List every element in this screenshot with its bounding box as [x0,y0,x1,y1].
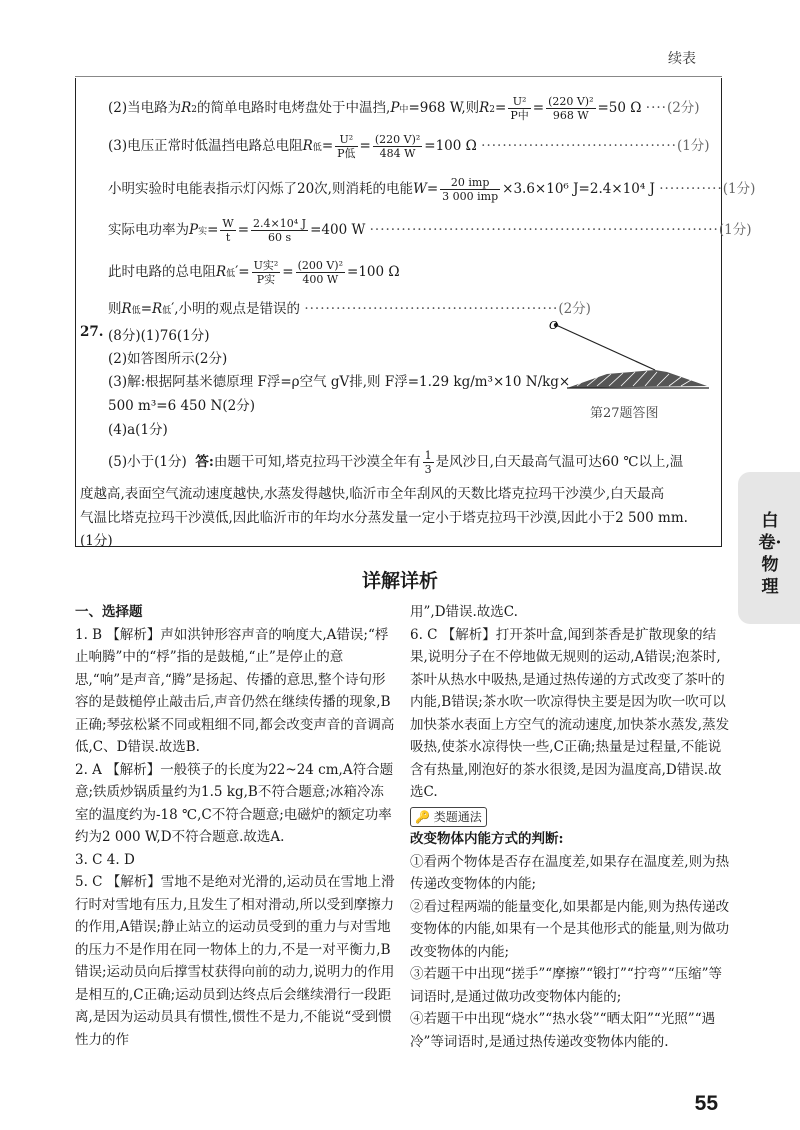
side-tab-label: 白卷·物理 [758,511,782,597]
continued-label: 续表 [668,51,696,67]
q27-line-3: (3)解:根据阿基米德原理 F浮=ρ空气 gV排,则 F浮=1.29 kg/m³×10 N/kg× [108,374,571,390]
resistance-line: 此时电路的总电阻R低′= $\frac{\text{U实²}}{\text{P实}}$ = $\frac{\text{(200 V)²}}{400 W}$ =100 Ω [108,259,400,286]
right-column [410,601,730,1053]
q27-line-7: 度越高,表面空气流动速度越快,水蒸发得越快,临沂市全年刮风的天数比塔克拉玛干沙漠少,白天最高 [80,486,665,502]
key-icon: 🔑 [415,809,430,824]
q27-line-1: (8分)(1)76(1分) [108,328,210,344]
energy-line: 小明实验时电能表指示灯闪烁了20次,则消耗的电能W= $\frac{\text{20 imp}}{\text{3 000 imp}}$ ×3.6×10⁶ J=2.4×10⁴ J ············(1分) [108,176,756,203]
q27-line-9: (1分) [80,533,113,549]
answer-3-4: 3. C 4. D [75,851,135,868]
figure-o-label: O [549,319,559,332]
method-title: 改变物体内能方式的判断: [410,831,564,847]
conclusion-line: 则R低=R低′,小明的观点是错误的 ················································(2分) [108,301,591,317]
header-rule [75,76,722,77]
section-title: 详解详析 [361,570,438,592]
q27-line-6: (5)小于(1分) 答:由题干可知,塔克拉玛干沙漠全年有 $\frac{1}{3}$ 是风沙日,白天最高气温可达60 ℃以上,温 [108,449,684,476]
answer-5: 5. C 【解析】雪地不是绝对光滑的,运动员在雪地上滑行时对雪地有压力,且发生了相对滑动,所以受到摩擦力的作用,A错误;静止站立的运动员受到的重力与对雪地的压力不是作用在同一物体上的力,不是一对平衡力,B错误;运动员向后撑雪杖获得向前的动力,说明力的作用是相互的,C正确;运动员到达终点后会继续滑行一段距离,是因为运动员具有惯性,惯性不是力,不能说“受到惯性力的作 [75,874,395,1048]
method-item-2: ②看过程两端的能量变化,如果都是内能,则为热传递改变物体的内能,如果有一个是其他形式的能量,则为做功改变物体的内能; [410,898,730,960]
method-item-4: ④若题干中出现“烧水”“热水袋”“晒太阳”“光照”“遇冷”等词语时,是通过热传递改变物体内能的. [410,1011,716,1050]
answer-6: 6. C 【解析】打开茶叶盒,闻到茶香是扩散现象的结果,说明分子在不停地做无规则的运动,A错误;泡茶时,茶叶从热水中吸热,是通过热传递的方式改变了茶叶的内能,B错误;茶水吹一吹凉得快主要是因为吹一吹可以加快茶水表面上方空气的流动速度,加快茶水蒸发,蒸发吸热,使茶水凉得快一些,C正确;热量是过程量,不能说含有热量,刚泡好的茶水很烫,是因为温度高,D错误.故选C. [410,626,730,800]
q27-answer-figure [537,318,717,400]
answer-line-3: (3)电压正常时低温挡电路总电阻R低= $\frac{\text{U²}}{\text{P低}}$ = $\frac{\text{(220 V)²}}{484 W}$ =100 Ω ·····································(1分) [108,133,710,160]
q27-line-5: (4)a(1分) [108,422,168,438]
q27-line-2: (2)如答图所示(2分) [108,351,228,367]
q27-number: 27. [80,324,104,340]
method-item-1: ①看两个物体是否存在温度差,如果存在温度差,则为热传递改变物体的内能; [410,853,730,892]
answer-5-cont: 用”,D错误.故选C. [410,604,518,620]
power-line: 实际电功率为P实= $\frac{W}{t}$ = $\frac{\text{2.4×10⁴ J}}{60 s}$ =400 W ··································································(1分) [108,217,752,244]
left-column [75,601,395,1051]
q27-line-8: 气温比塔克拉玛干沙漠低,因此临沂市的年均水分蒸发量一定小于塔克拉玛干沙漠,因此小于2 500 mm. [80,510,688,526]
answer-line-2: (2)当电路为R2的简单电路时电烤盘处于中温挡,P中=968 W,则R2= $\frac{\text{U²}}{\text{P中}}$ = $\frac{\text{(220 V)²}}{968 W}$ =50 Ω ····(2分) [108,95,700,122]
choice-heading: 一、选择题 [75,604,143,620]
method-badge: 🔑 类题通法 [410,807,487,827]
answer-1: 1. B 【解析】声如洪钟形容声音的响度大,A错误;“桴止响腾”中的“桴”指的是鼓槌,“止”是停止的意思,“响”是声音,“腾”是扬起、传播的意思,整个诗句形容的是鼓槌停止敲击后,声音仍然在继续传播的现象,B正确;琴弦松紧不同或粗细不同,都会改变声音的音调高低,C、D错误.故选B. [75,626,395,755]
page-number: 55 [694,1092,718,1115]
answer-2: 2. A 【解析】一般筷子的长度为22~24 cm,A符合题意;铁质炒锅质量约为1.5 kg,B不符合题意;冰箱冷冻室的温度约为-18 ℃,C不符合题意;电磁炉的额定功率约为2 000 W,D不符合题意.故选A. [75,761,394,845]
method-item-3: ③若题干中出现“搓手”“摩擦”“锻打”“拧弯”“压缩”等词语时,是通过做功改变物体内能的; [410,966,723,1005]
q27-line-4: 500 m³=6 450 N(2分) [108,398,255,414]
figure-caption: 第27题答图 [590,406,659,421]
